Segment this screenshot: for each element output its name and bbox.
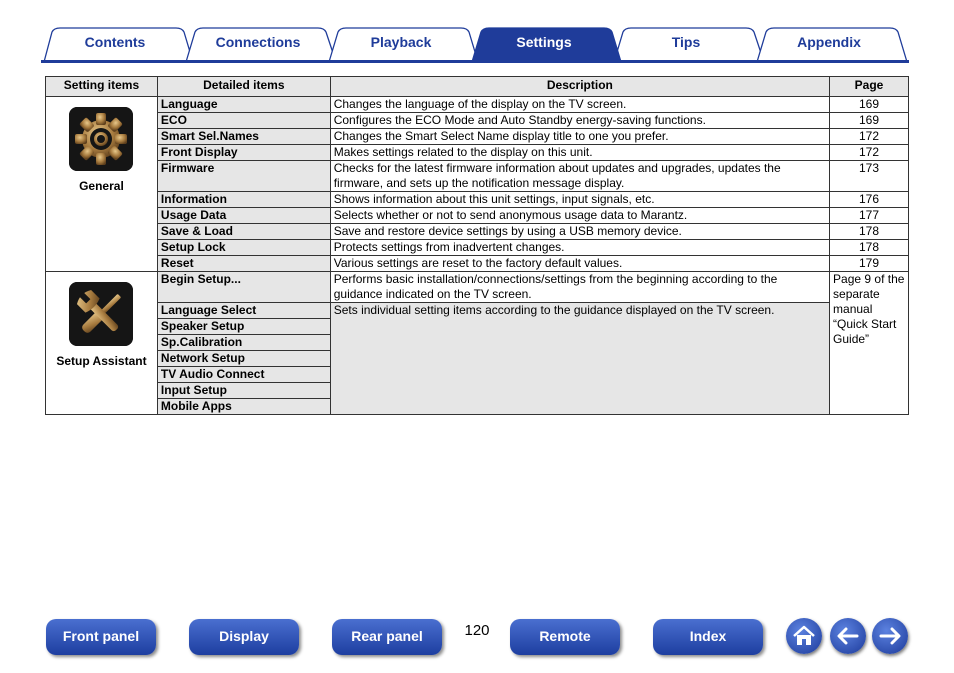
page-link[interactable]: 172 [830, 145, 909, 161]
detail-item: Information [157, 192, 330, 208]
table-header-row [46, 77, 909, 97]
description-cell: Various settings are reset to the factory default values. [330, 256, 829, 272]
detail-item: Front Display [157, 145, 330, 161]
detail-item: Smart Sel.Names [157, 129, 330, 145]
page-number: 120 [464, 622, 490, 639]
description-cell: Checks for the latest firmware information about updates and upgrades, updates the firmware, and sets up the notification message display. [330, 161, 829, 192]
page-link[interactable]: 172 [830, 129, 909, 145]
detail-item: Language [157, 97, 330, 113]
description-cell: Protects settings from inadvertent changes. [330, 240, 829, 256]
detail-item: Sp.Calibration [157, 335, 330, 351]
tab-playback[interactable]: Playback [370, 34, 432, 50]
description-cell: Save and restore device settings by using a USB memory device. [330, 224, 829, 240]
description-cell: Shows information about this unit settings, input signals, etc. [330, 192, 829, 208]
detail-item: ECO [157, 113, 330, 129]
detail-item: TV Audio Connect [157, 367, 330, 383]
tab-connections[interactable]: Connections [215, 34, 301, 50]
description-cell: Makes settings related to the display on this unit. [330, 145, 829, 161]
detail-item: Mobile Apps [157, 399, 330, 415]
category-setup-assistant [46, 272, 158, 415]
description-cell: Selects whether or not to send anonymous usage data to Marantz. [330, 208, 829, 224]
category-label: Setup Assistant [56, 354, 147, 368]
table-row [46, 161, 909, 192]
page-link[interactable]: 179 [830, 256, 909, 272]
detail-item: Save & Load [157, 224, 330, 240]
page-link[interactable]: 169 [830, 97, 909, 113]
description-cell: Changes the language of the display on the TV screen. [330, 97, 829, 113]
table-row [46, 113, 909, 129]
page-link[interactable]: 177 [830, 208, 909, 224]
display-button[interactable]: Display [189, 619, 299, 655]
header-setting-items: Setting items [46, 77, 158, 97]
page-link[interactable]: 178 [830, 224, 909, 240]
wrench-screwdriver-icon [69, 282, 133, 346]
gear-icon [69, 107, 133, 171]
page-link[interactable]: 173 [830, 161, 909, 192]
arrow-right-icon [872, 618, 908, 654]
table-row [46, 240, 909, 256]
description-cell: Configures the ECO Mode and Auto Standby energy-saving functions. [330, 113, 829, 129]
table-row [46, 208, 909, 224]
detail-item: Setup Lock [157, 240, 330, 256]
rear-panel-button[interactable]: Rear panel [332, 619, 442, 655]
tab-settings[interactable]: Settings [516, 34, 572, 50]
table-row [46, 192, 909, 208]
tab-shapes [0, 0, 954, 64]
description-cell: Sets individual setting items according to the guidance displayed on the TV screen. [330, 303, 829, 415]
arrow-left-icon [830, 618, 866, 654]
detail-item: Speaker Setup [157, 319, 330, 335]
tab-appendix[interactable]: Appendix [797, 34, 861, 50]
previous-page-button[interactable] [830, 618, 866, 654]
table-row [46, 224, 909, 240]
index-button[interactable]: Index [653, 619, 763, 655]
table-row [46, 97, 909, 113]
header-page: Page [830, 77, 909, 97]
header-detailed-items: Detailed items [157, 77, 330, 97]
remote-button[interactable]: Remote [510, 619, 620, 655]
tab-tips[interactable]: Tips [671, 34, 701, 50]
category-label: General [79, 179, 124, 193]
header-description: Description [330, 77, 829, 97]
table-row [46, 272, 909, 303]
detail-item: Reset [157, 256, 330, 272]
home-icon [786, 618, 822, 654]
next-page-button[interactable] [872, 618, 908, 654]
detail-item: Network Setup [157, 351, 330, 367]
page-link[interactable]: 176 [830, 192, 909, 208]
page-link[interactable]: 178 [830, 240, 909, 256]
detail-item: Input Setup [157, 383, 330, 399]
detail-item: Language Select [157, 303, 330, 319]
description-cell: Performs basic installation/connections/settings from the beginning according to the guidance indicated on the TV screen. [330, 272, 829, 303]
home-button[interactable] [786, 618, 822, 654]
category-general [46, 97, 158, 272]
settings-table [45, 76, 909, 415]
table-row [46, 303, 909, 319]
detail-item: Usage Data [157, 208, 330, 224]
detail-item: Firmware [157, 161, 330, 192]
detail-item: Begin Setup... [157, 272, 330, 303]
page-reference: Page 9 of the separate manual “Quick Start Guide” [830, 272, 909, 415]
page-link[interactable]: 169 [830, 113, 909, 129]
description-cell: Changes the Smart Select Name display title to one you prefer. [330, 129, 829, 145]
table-row [46, 129, 909, 145]
table-row [46, 145, 909, 161]
front-panel-button[interactable]: Front panel [46, 619, 156, 655]
top-tab-bar [0, 0, 954, 64]
tab-contents[interactable]: Contents [84, 34, 146, 50]
table-row [46, 256, 909, 272]
